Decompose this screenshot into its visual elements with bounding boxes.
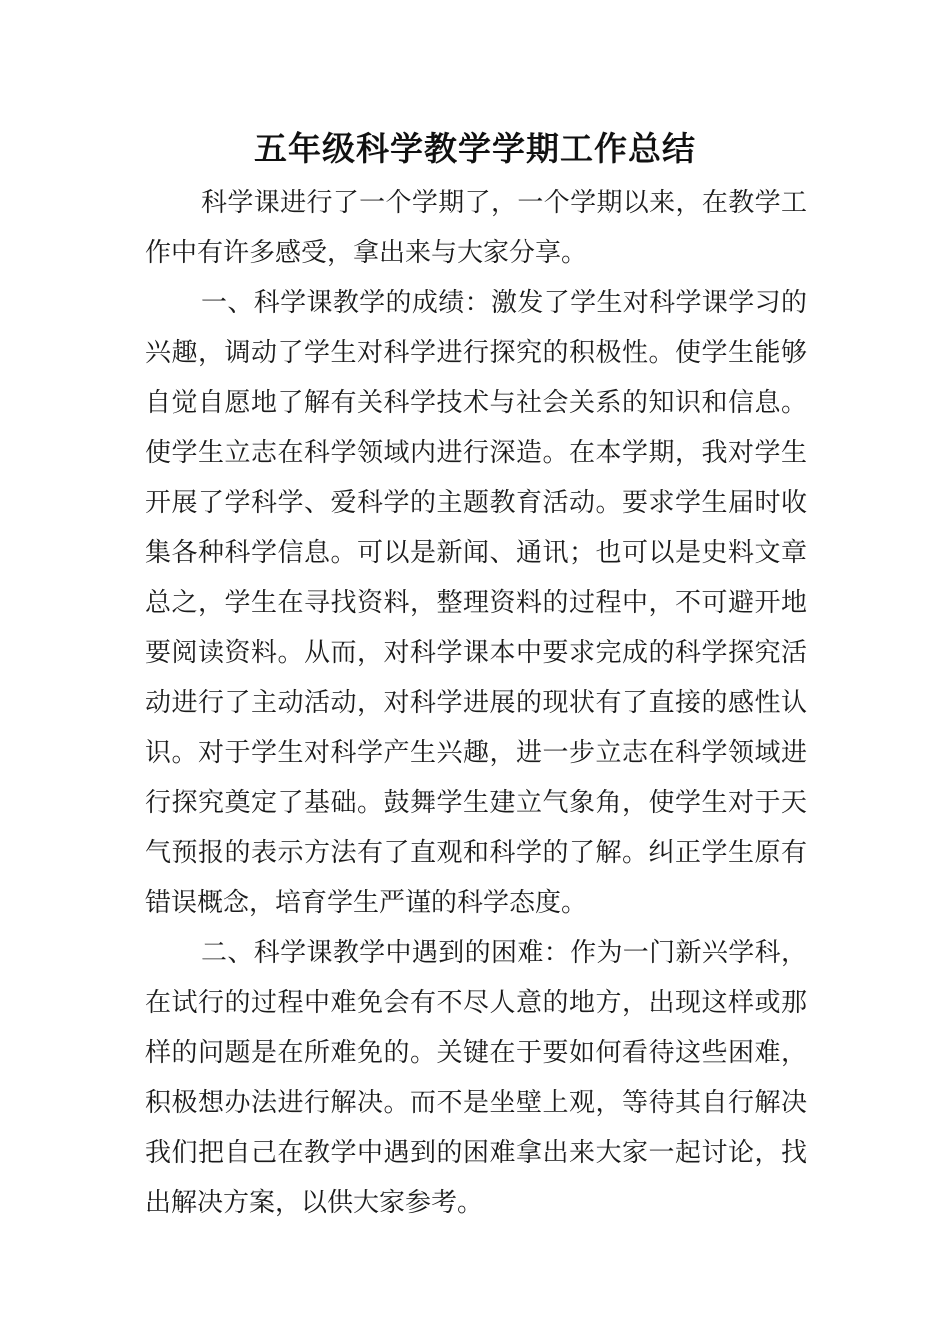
text-line: 气预报的表示方法有了直观和科学的了解。纠正学生原有 [145,838,807,868]
paragraph-difficulties [145,928,807,1228]
text-line: 开展了学科学、爱科学的主题教育活动。要求学生届时收 [145,488,807,518]
text-line: 行探究奠定了基础。鼓舞学生建立气象角，使学生对于天 [145,788,807,818]
text-line: 一、科学课教学的成绩：激发了学生对科学课学习的 [201,288,807,318]
text-line: 错误概念，培育学生严谨的科学态度。 [145,888,588,918]
text-line: 动进行了主动活动，对科学进展的现状有了直接的感性认 [145,688,807,718]
text-line: 集各种科学信息。可以是新闻、通讯；也可以是史料文章 [145,538,807,568]
text-line: 作中有许多感受，拿出来与大家分享。 [145,238,588,268]
text-line: 二、科学课教学中遇到的困难：作为一门新兴学科， [201,938,807,968]
text-line: 识。对于学生对科学产生兴趣，进一步立志在科学领域进 [145,738,807,768]
paragraph-intro [145,178,807,278]
text-line: 在试行的过程中难免会有不尽人意的地方，出现这样或那 [145,988,807,1018]
text-line: 科学课进行了一个学期了，一个学期以来，在教学工 [201,188,807,218]
text-line: 我们把自己在教学中遇到的困难拿出来大家一起讨论，找 [145,1138,807,1168]
text-line: 兴趣，调动了学生对科学进行探究的积极性。使学生能够 [145,338,807,368]
paragraph-achievements [145,278,807,928]
text-line: 出解决方案，以供大家参考。 [145,1188,484,1218]
document-title: 五年级科学教学学期工作总结 [254,129,696,168]
text-line: 样的问题是在所难免的。关键在于要如何看待这些困难， [145,1038,807,1068]
text-line: 总之，学生在寻找资料，整理资料的过程中，不可避开地 [145,588,807,618]
text-line: 自觉自愿地了解有关科学技术与社会关系的知识和信息。 [145,388,807,418]
text-line: 积极想办法进行解决。而不是坐壁上观，等待其自行解决 [145,1088,807,1118]
text-line: 使学生立志在科学领域内进行深造。在本学期，我对学生 [145,438,807,468]
document-body [145,178,807,1228]
text-line: 要阅读资料。从而，对科学课本中要求完成的科学探究活 [145,638,807,668]
